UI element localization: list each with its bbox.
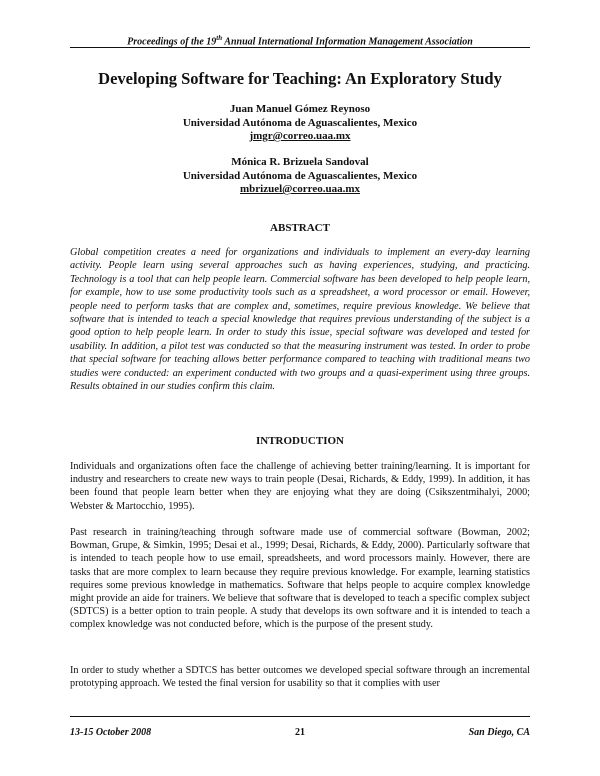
introduction-paragraph: Past research in training/teaching through software made use of commercial software (Bowman, 2002; Bowman, Grupe, & Simkin, 1995; Desai et al., 1999; Desai, Richards, & Eddy, 2000). Particularly software that is intended to teach people how to use email, spreadsheets, and word processors mainly. However, there are tasks that are more complex to learn because they require previous knowledge. For example, learning statistics requires some previous knowledge in mathematics. Software that helps people to acquire complex knowledge might provide an aide for trainers. We believe that software that is developed to teach a specific complex subject (SDTCS) is a better option to train people. A study that develops its own software and it is intended to teach a complex knowledge was not conducted before, which is the purpose of the present study. xyxy=(70,527,530,631)
author-block-2 xyxy=(60,156,540,197)
introduction-paragraph: In order to study whether a SDTCS has better outcomes we developed special software through an incremental prototyping approach. We tested the final version for usability so that it complies with user xyxy=(70,665,530,690)
author-email-link[interactable]: jmgr@correo.uaa.mx xyxy=(249,130,351,142)
abstract-text: Global competition creates a need for organizations and individuals to implement an every-day learning activity. People learn using several approaches such as having experiences, studying, and practicing. Technology is a tool that can help people learn. Commercial software has been developed to help people learn, for example, how to use some productivity tools such as a spreadsheet, a word processor or email. However, people need to perform tasks that are complex and, sometimes, require previous knowledge. We believe that software that is intended to teach a special knowledge that requires previous understanding of the subject is a good option to help people learn. In order to study this issue, special software was developed and tested for usability. In addition, a pilot test was conducted so that the measuring instrument was tested. In order to probe that special software for teaching allows better performance compared to teaching with traditional means two studies were conducted: an experiment conducted with two groups and a quasi-experiment using three groups. Results obtained in our studies confirm this claim. xyxy=(70,247,530,393)
introduction-heading: INTRODUCTION xyxy=(255,435,344,447)
header-suffix: Annual International Information Management Association xyxy=(222,36,473,48)
running-header xyxy=(70,34,530,47)
header-rule xyxy=(70,47,530,48)
header-prefix: Proceedings of the 19 xyxy=(127,36,217,48)
introduction-paragraph: Individuals and organizations often face the challenge of achieving better training/learning. It is important for industry and researchers to create new ways to train people (Desai, Richards, & Eddy, 1999). In addition, it has been found that people learn better when they are enjoying what they are doing (Csikszentmihalyi, 2000; Webster & Martocchio, 1995). xyxy=(70,461,530,512)
footer-location: San Diego, CA xyxy=(468,727,530,738)
header-superscript: th xyxy=(216,34,223,42)
page-number: 21 xyxy=(295,727,305,738)
author-affiliation: Universidad Autónoma de Aguascalientes, Mexico xyxy=(182,116,418,129)
abstract-heading: ABSTRACT xyxy=(270,222,330,234)
footer-date: 13-15 October 2008 xyxy=(70,727,152,738)
author-name: Juan Manuel Gómez Reynoso xyxy=(229,103,371,115)
paper-title: Developing Software for Teaching: An Exploratory Study xyxy=(98,69,502,88)
footer-rule xyxy=(70,716,530,717)
author-email-link[interactable]: mbrizuel@correo.uaa.mx xyxy=(239,183,360,195)
author-affiliation: Universidad Autónoma de Aguascalientes, Mexico xyxy=(182,169,418,182)
author-block-1 xyxy=(60,103,540,144)
author-name: Mónica R. Brizuela Sandoval xyxy=(231,156,369,168)
